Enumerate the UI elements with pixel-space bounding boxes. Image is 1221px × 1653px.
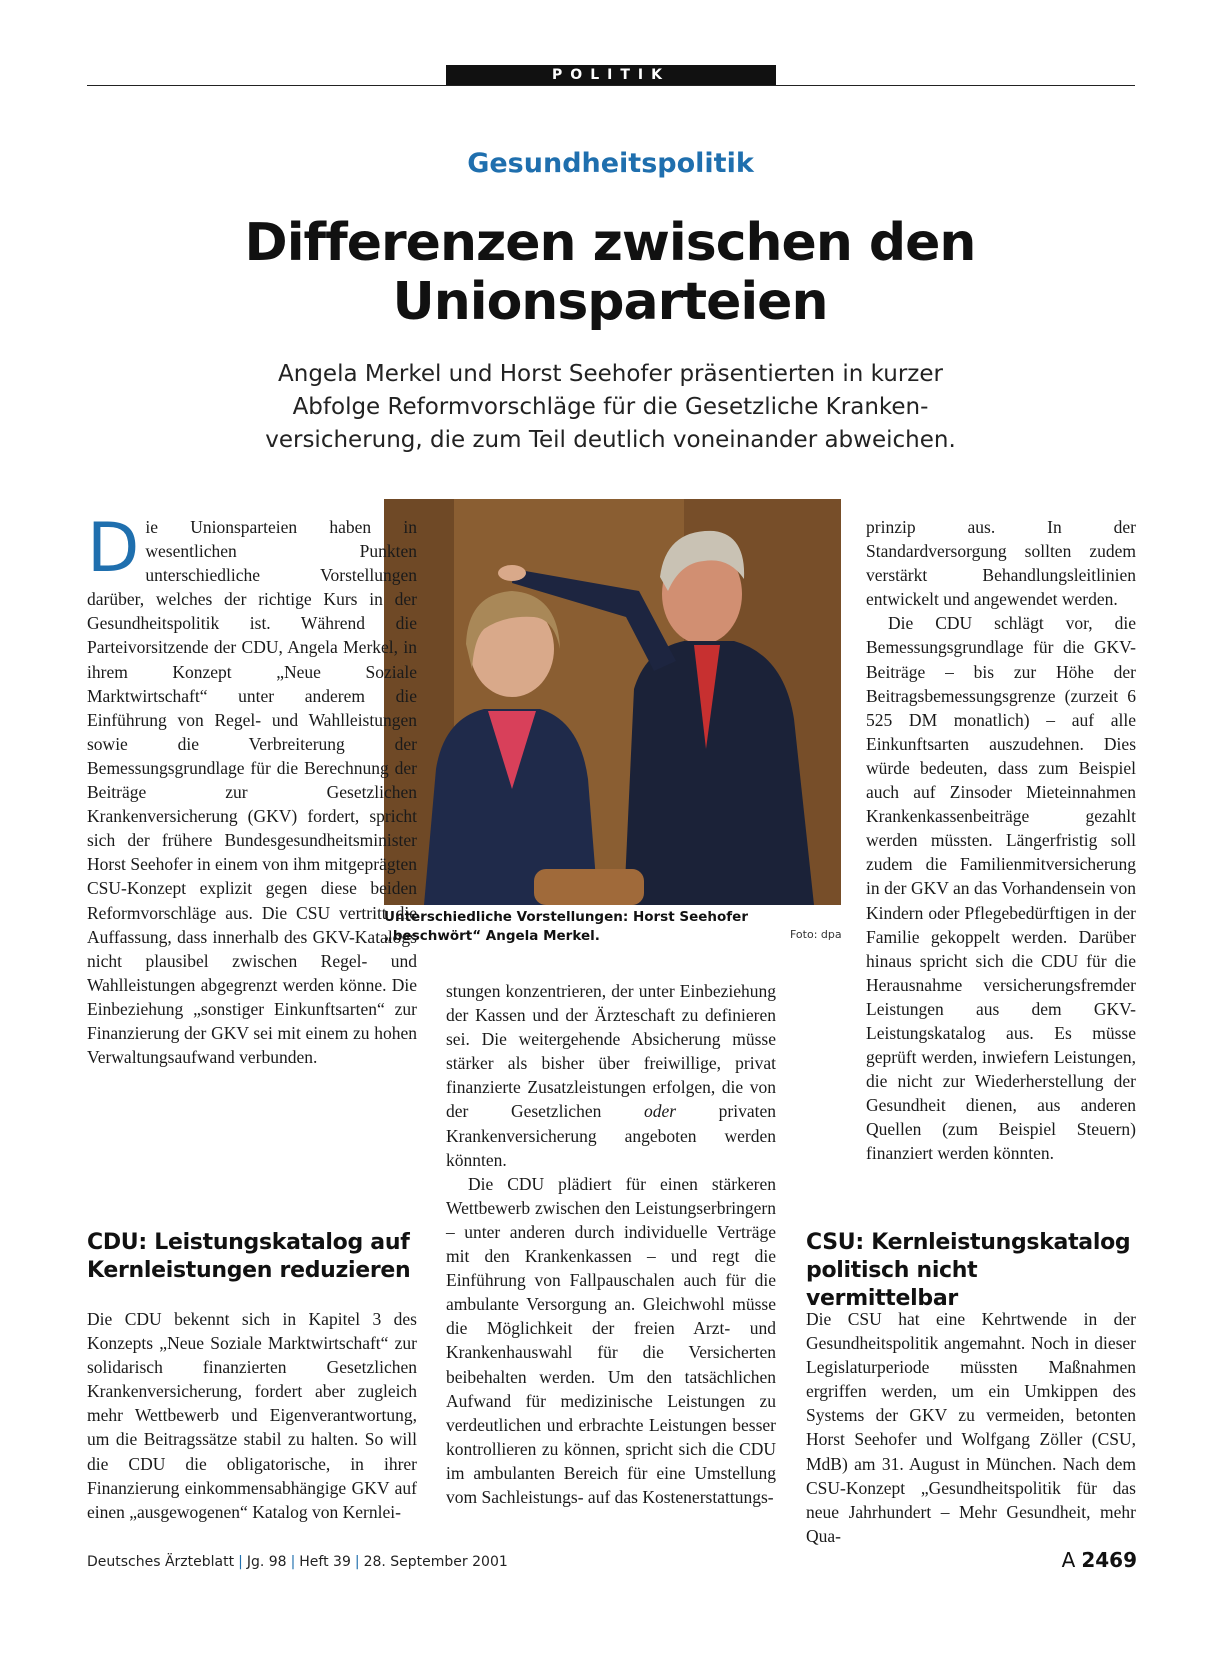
footer-separator: |	[354, 1554, 360, 1570]
footer-separator: |	[290, 1554, 296, 1570]
article-photo	[384, 499, 841, 905]
column-3-paragraph-2: Die CDU schlägt vor, die Bemessungsgrundlage für die GKV-Beiträge – bis zur Höhe der Beitragsbemessungsgrenze (zurzeit 6 525 DM monatlich) – auf alle Einkunftsarten auszudehnen. Dies würde bedeuten, dass zum Beispiel auch auf Zinsoder Mieteinnahmen Krankenkassenbeiträge gezahlt werden müssten. Längerfristig soll zudem die Familienmitversicherung in der GKV an das Vorhandensein von Kindern oder Pflegebedürftigen in der Familie gekoppelt werden. Darüber hinaus spricht sich die CDU für die Herausnahme versicherungsfremder Leistungen aus dem GKV-Leistungskatalog aus. Es müsse geprüft werden, inwiefern Leistungen, die nicht zur Wiederherstellung der Gesundheit dienen, aus anderen Quellen (zum Beispiel Steuern) finanziert werden könnten.	[866, 613, 1136, 1164]
column-2-paragraph-1: stungen konzentrieren, der unter Einbeziehung der Kassen und der Ärzteschaft zu definieren sei. Die weitergehende Absicherung müsse stärker als bisher über freiwillige, privat finanzierte Zusatzleistungen erfolgen, die von der Gesetzlichen oder privaten Krankenversicherung angeboten werden könnten.	[446, 981, 777, 1170]
column-2-body	[446, 979, 776, 1509]
column-1-body-lower	[87, 1307, 417, 1524]
section-tag: POLITIK	[446, 65, 776, 85]
photo-credit: Foto: dpa	[790, 928, 842, 941]
section-rule	[87, 85, 1135, 86]
footer-journal: Deutsches Ärzteblatt	[87, 1554, 235, 1570]
photo-illustration	[384, 499, 841, 905]
subhead-csu: CSU: Kernleistungskatalog politisch nicht vermittelbar	[806, 1230, 1131, 1311]
drop-cap: D	[87, 509, 140, 588]
column-3-body	[866, 515, 1136, 1166]
footer-separator: |	[238, 1554, 243, 1570]
column-3-body-lower	[806, 1307, 1136, 1548]
footer-volume: Jg. 98	[246, 1554, 287, 1570]
page-number	[1062, 1548, 1137, 1572]
kicker: Gesundheitspolitik	[467, 148, 754, 179]
column-3-paragraph-3: Die CSU hat eine Kehrtwende in der Gesundheitspolitik angemahnt. Noch in dieser Legislaturperiode müssten Maßnahmen ergriffen werden, um ein Umkippen des Systems der GKV zu vermeiden, betonten Horst Seehofer und Wolfgang Zöller (CSU, MdB) am 31. August in München. Nach dem CSU-Konzept „Gesundheitspolitik für das neue Jahrhundert – Mehr Gesundheit, mehr Qua-	[806, 1309, 1136, 1546]
page-prefix: A	[1061, 1548, 1076, 1572]
column-1-paragraph-2: Die CDU bekennt sich in Kapitel 3 des Konzepts „Neue Soziale Marktwirtschaft“ zur solidarisch finanzierten Gesetzlichen Krankenversicherung, fordert aber zugleich mehr Wettbewerb und Eigenverantwortung, um die Beitragssätze stabil zu halten. So will die CDU die obligatorische, in ihrer Finanzierung einkommensabhängige GKV auf einen „ausgewogenen“ Katalog von Kernlei-	[87, 1309, 417, 1522]
column-3-paragraph-1: prinzip aus. In der Standardversorgung sollten zudem verstärkt Behandlungsleitlinien entwickelt und angewendet werden.	[866, 517, 1136, 610]
photo-caption: Unterschiedliche Vorstellungen: Horst Seehofer „beschwört“ Angela Merkel.	[384, 909, 748, 944]
emphasis-oder: oder	[643, 1101, 677, 1122]
footer-citation	[87, 1554, 508, 1570]
lead-paragraph: Angela Merkel und Horst Seehofer präsentierten in kurzer Abfolge Reformvorschläge für die Gesetzliche Kranken- versicherung, die zum Teil deutlich voneinander abweichen.	[265, 361, 956, 453]
column-1-paragraph-1-text: ie Unionsparteien haben in wesentlichen Punkten unterschiedliche Vorstellungen darüber, welches der richtige Kurs in der Gesundheitspolitik ist. Während die Parteivorsitzende der CDU, Angela Merkel, in ihrem Konzept „Neue Soziale Marktwirtschaft“ unter anderem die Einführung von Regel- und Wahlleistungen sowie die Verbreiterung der Bemessungsgrundlage für die Berechnung der Beiträge zur Gesetzlichen Krankenversicherung (GKV) fordert, spricht sich der frühere Bundesgesundheitsminister Horst Seehofer in einem von ihm mitgeprägten CSU-Konzept explizit gegen diese beiden Reformvorschläge aus. Die CSU vertritt die Auffassung, dass innerhalb des GKV-Katalogs nicht plausibel zwischen Regel- und Wahlleistungen abgegrenzt werden könne. Die Einbeziehung „sonstiger Einkunftsarten“ zur Finanzierung der GKV sei mit einem zu hohen Verwaltungsaufwand verbunden.	[87, 517, 417, 1068]
footer-date: 28. September 2001	[363, 1554, 508, 1570]
column-2-paragraph-2: Die CDU plädiert für einen stärkeren Wettbewerb zwischen den Leistungserbringern – unter anderen durch individuelle Verträge mit den Krankenkassen – und regt die Einführung von Fallpauschalen auch für die ambulante Versorgung an. Gleichwohl müsse die Möglichkeit der freien Arzt- und Krankenhauswahl für die Versicherten beibehalten werden. Um den tatsächlichen Aufwand für medizinische Leistungen zu verdeutlichen und erbrachte Leistungen besser kontrollieren zu können, spricht sich die CDU im ambulanten Bereich für eine Umstellung vom Sachleistungs- auf das Kostenerstattungs-	[446, 1173, 776, 1507]
footer-issue: Heft 39	[299, 1554, 351, 1570]
column-1-body	[87, 509, 417, 1069]
column-1-paragraph-1	[87, 509, 417, 1069]
page-number-value: 2469	[1081, 1548, 1137, 1572]
subhead-cdu: CDU: Leistungskatalog auf Kernleistungen reduzieren	[87, 1230, 411, 1283]
headline: Differenzen zwischen den Unionsparteien	[244, 213, 976, 332]
